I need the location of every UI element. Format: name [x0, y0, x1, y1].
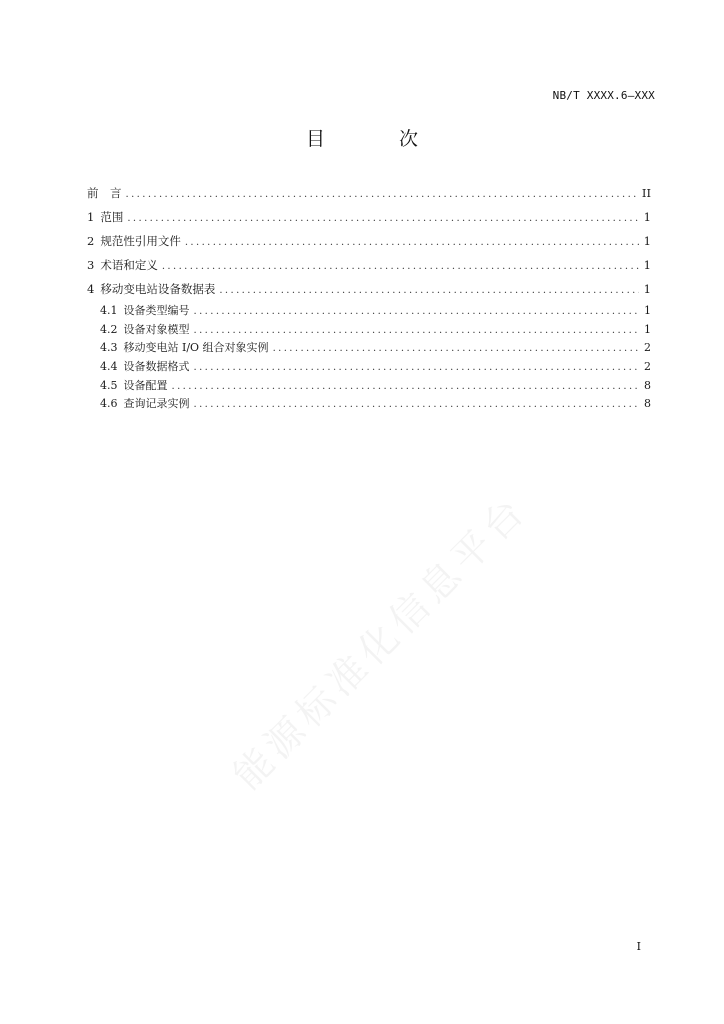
toc-entry-title: 前 言	[87, 186, 122, 200]
toc-entry-device-data-table[interactable]	[87, 277, 651, 301]
toc-entry-title: 术语和定义	[100, 258, 158, 272]
toc-entry-device-object-model[interactable]	[87, 321, 651, 340]
toc-entry-title: 设备类型编号	[123, 304, 190, 317]
dot-leader	[126, 183, 638, 207]
dot-leader	[185, 231, 639, 255]
dot-leader	[127, 207, 639, 231]
toc-entry-title: 查询记录实例	[123, 397, 190, 411]
toc-entry-title: 规范性引用文件	[100, 234, 181, 248]
toc-entry-page: 1	[643, 282, 651, 296]
dot-leader	[194, 303, 640, 322]
dot-leader	[219, 279, 639, 303]
toc-entry-number: 4.2	[100, 322, 118, 336]
toc-entry-page: 1	[643, 210, 651, 224]
toc-entry-terms-definitions[interactable]	[87, 253, 651, 277]
toc-entry-page: 2	[644, 341, 651, 355]
toc-title: 目 次	[305, 128, 453, 150]
toc-entry-device-configuration[interactable]	[87, 377, 651, 396]
toc-entry-query-record-example[interactable]	[87, 395, 651, 414]
toc-entry-io-composite-object[interactable]	[87, 339, 651, 358]
toc-entry-number: 1	[87, 210, 95, 224]
toc-entry-page: 8	[644, 378, 651, 392]
standard-code: NB/T XXXX.6—XXX	[552, 89, 655, 102]
toc-entry-title: 范围	[100, 210, 124, 224]
dot-leader	[172, 378, 640, 397]
toc-entry-scope[interactable]	[87, 205, 651, 229]
toc-entry-page: 2	[644, 360, 651, 374]
toc-entry-page: 1	[644, 322, 651, 336]
toc-entry-foreword[interactable]	[87, 181, 651, 205]
toc-entry-title: 移动变电站 I/O 组合对象实例	[123, 341, 269, 355]
toc-entry-number: 4.1	[100, 304, 118, 317]
toc-entry-number: 4.6	[100, 397, 118, 411]
toc-entry-device-data-format[interactable]	[87, 358, 651, 377]
dot-leader	[194, 322, 640, 341]
toc-entry-page: 1	[643, 234, 651, 248]
watermark: 能源标准化信息平台	[224, 486, 537, 799]
toc-entry-page: 8	[644, 397, 651, 411]
toc-entry-page: 1	[644, 304, 651, 317]
toc-entry-title: 设备数据格式	[123, 360, 190, 374]
toc-entry-title: 移动变电站设备数据表	[100, 282, 216, 296]
table-of-contents	[87, 181, 651, 414]
toc-entry-number: 4	[87, 282, 95, 296]
toc-entry-page: II	[641, 186, 651, 200]
toc-entry-device-type-number[interactable]	[87, 302, 651, 321]
footer-page-number: I	[636, 940, 641, 953]
dot-leader	[194, 396, 640, 415]
toc-entry-number: 3	[87, 258, 95, 272]
toc-entry-normative-references[interactable]	[87, 229, 651, 253]
toc-entry-title: 设备配置	[123, 378, 168, 392]
dot-leader	[273, 340, 639, 359]
toc-entry-number: 2	[87, 234, 95, 248]
dot-leader	[162, 255, 639, 279]
toc-entry-number: 4.3	[100, 341, 118, 355]
dot-leader	[194, 359, 640, 378]
toc-entry-number: 4.4	[100, 360, 118, 374]
toc-entry-page: 1	[643, 258, 651, 272]
toc-entry-number: 4.5	[100, 378, 118, 392]
toc-entry-title: 设备对象模型	[123, 322, 190, 336]
